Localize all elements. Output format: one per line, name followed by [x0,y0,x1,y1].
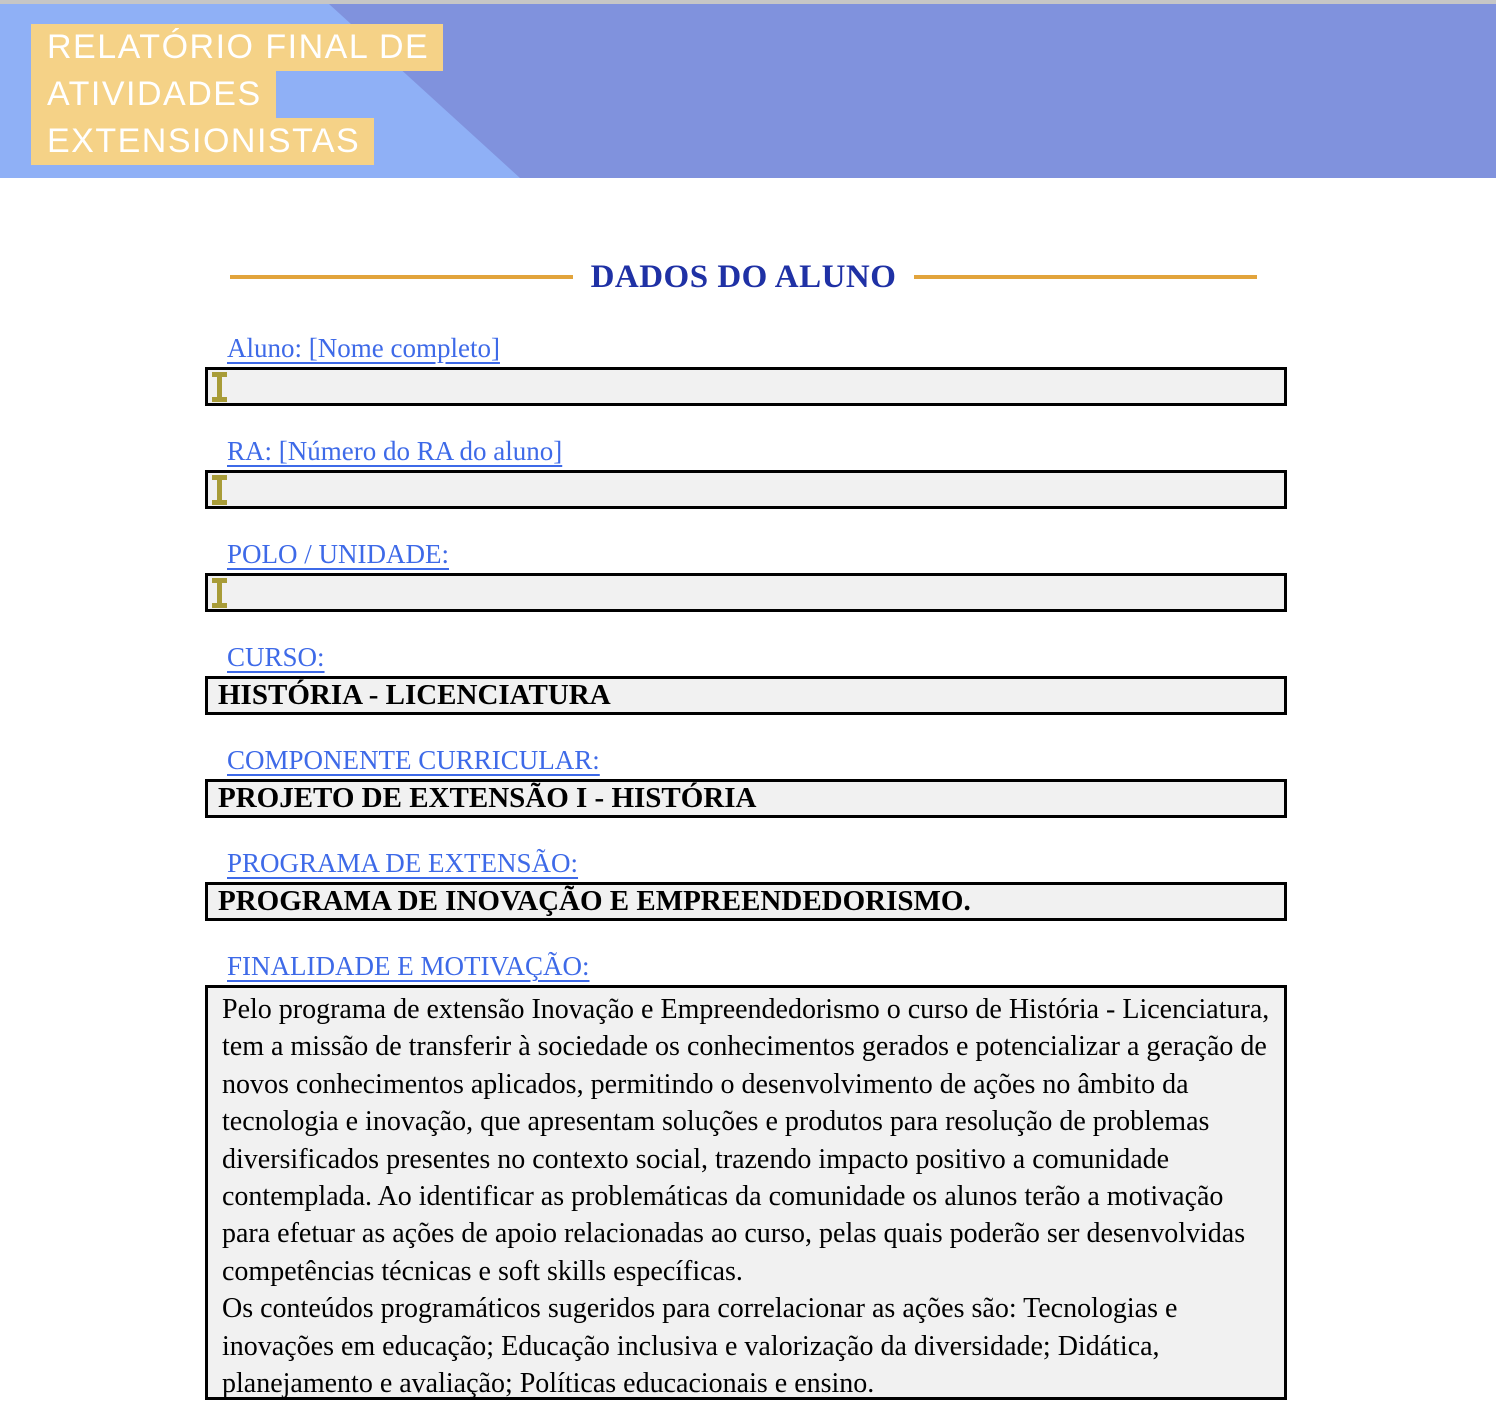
field-componente-curricular [205,745,1287,818]
title-rule-left [230,275,573,279]
aluno-input[interactable] [205,367,1287,406]
section-title: DADOS DO ALUNO [590,258,897,295]
section-title-row [230,256,1257,298]
text-cursor-icon [212,372,227,402]
field-label-finalidade-motivacao: FINALIDADE E MOTIVAÇÃO: [227,951,590,981]
curso-input[interactable] [205,676,1287,715]
title-rule-right [914,275,1257,279]
field-polo-unidade [205,539,1287,612]
document-body [205,256,1287,1400]
field-curso [205,642,1287,715]
field-aluno [205,333,1287,406]
finalidade-paragraph: Os conteúdos programáticos sugeridos para correlacionar as ações são: Tecnologias e inovações em educação; Educação inclusiva e valorização da diversidade; Didática, planejamento e avaliação; Políticas educacionais e ensino. [222,1293,1178,1400]
field-programa-extensao [205,848,1287,921]
componente-curricular-input[interactable] [205,779,1287,818]
field-label-programa-extensao: PROGRAMA DE EXTENSÃO: [227,848,579,878]
field-label-ra: RA: [Número do RA do aluno] [227,436,563,466]
field-finalidade-motivacao [205,951,1287,1400]
field-ra [205,436,1287,509]
field-label-aluno: Aluno: [Nome completo] [227,333,500,363]
ra-input[interactable] [205,470,1287,509]
curso-value: HISTÓRIA - LICENCIATURA [218,679,611,711]
banner-title-line: EXTENSIONISTAS [31,118,374,165]
text-cursor-icon [212,475,227,505]
banner-title-line: RELATÓRIO FINAL DE [31,24,443,71]
banner-title [31,24,443,165]
polo-unidade-input[interactable] [205,573,1287,612]
programa-extensao-input[interactable] [205,882,1287,921]
field-label-curso: CURSO: [227,642,325,672]
componente-curricular-value: PROJETO DE EXTENSÃO I - HISTÓRIA [218,782,757,814]
field-label-polo-unidade: POLO / UNIDADE: [227,539,449,569]
text-cursor-icon [212,578,227,608]
programa-extensao-value: PROGRAMA DE INOVAÇÃO E EMPREENDEDORISMO. [218,885,971,917]
finalidade-motivacao-textarea[interactable] [205,985,1287,1400]
banner-title-line: ATIVIDADES [31,71,276,118]
report-banner [0,4,1496,178]
field-label-componente-curricular: COMPONENTE CURRICULAR: [227,745,600,775]
finalidade-paragraph: Pelo programa de extensão Inovação e Empreendedorismo o curso de História - Licenciatura, tem a missão de transferir à sociedade os conhecimentos gerados e potencializar a geração de novos conhecimentos aplicados, permitindo o desenvolvimento de ações no âmbito da tecnologia e inovação, que apresentam soluções e produtos para resolução de problemas diversificados presentes no contexto social, trazendo impacto positivo a comunidade contemplada. Ao identificar as problemáticas da comunidade os alunos terão a motivação para efetuar as ações de apoio relacionadas ao curso, pelas quais poderão ser desenvolvidas competências técnicas e soft skills específicas. [222,994,1270,1287]
